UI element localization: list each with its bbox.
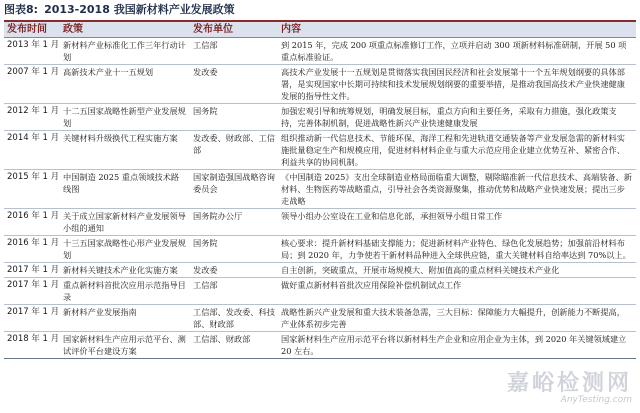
caption-title: 2013-2018 我国新材料产业发展政策 xyxy=(44,3,235,16)
table-row xyxy=(4,170,636,209)
cell-date: 2017 年 1 月 xyxy=(4,263,60,278)
header-issuer: 发布单位 xyxy=(190,22,278,38)
cell-policy: 关键材料升级换代工程实施方案 xyxy=(60,131,190,170)
cell-policy: 高新技术产业十一五规划 xyxy=(60,65,190,104)
cell-content: 自主创新，突破重点，开展市场规模大、附加值高的重点材料关键技术产业化 xyxy=(278,263,636,278)
cell-policy: 关于成立国家新材料产业发展领导小组的通知 xyxy=(60,209,190,236)
cell-policy: 新材料产业发展指南 xyxy=(60,305,190,332)
cell-issuer: 国家制造强国战略咨询委员会 xyxy=(190,170,278,209)
cell-content: 国家新材料生产应用示范平台将以新材料生产企业和应用企业为主体，到 2020 年关键领域建立 20 左右。 xyxy=(278,332,636,359)
cell-content: 高技术产业发展十一五规划是贯彻落实我国国民经济和社会发展第十一个五年规划纲要的具体部署，是实现国家中长期可持续和技术发展规划纲要的重要举措，是推动我国高技术产业快速健康发展的指导性文件。 xyxy=(278,65,636,104)
table-row xyxy=(4,332,636,359)
cell-content: 核心要求：提升新材料基础支撑能力；促进新材料产业特色、绿色化发展趋势；加强前沿材料布局；到 2020 年，力争使若干新材料品种进入全球供应链，重大关键材料自给率达到 70%以上。 xyxy=(278,236,636,263)
caption-label: 图表8: xyxy=(4,3,39,16)
cell-date: 2017 年 1 月 xyxy=(4,305,60,332)
cell-date: 2016 年 1 月 xyxy=(4,236,60,263)
cell-date: 2017 年 1 月 xyxy=(4,278,60,305)
cell-content: 加强宏观引导和统筹规划，明确发展目标，重点方向和主要任务，采取有力措施，强化政策支持，完善体制机制，促进战略性新兴产业快速健康发展 xyxy=(278,104,636,131)
cell-content: 领导小组办公室设在工业和信息化部，承担领导小组日常工作 xyxy=(278,209,636,236)
cell-policy: 新材料关键技术产业化实施方案 xyxy=(60,263,190,278)
cell-policy: 国家新材料生产应用示范平台、测试评价平台建设方案 xyxy=(60,332,190,359)
cell-date: 2015 年 1 月 xyxy=(4,170,60,209)
cell-content: 做好重点新材料首批次应用保险补偿机制试点工作 xyxy=(278,278,636,305)
table-row xyxy=(4,104,636,131)
cell-issuer: 国务院办公厅 xyxy=(190,209,278,236)
cell-issuer: 发改委 xyxy=(190,65,278,104)
cell-issuer: 工信部 xyxy=(190,278,278,305)
cell-issuer: 工信部 xyxy=(190,38,278,65)
table-row xyxy=(4,263,636,278)
table-header-row xyxy=(4,22,636,38)
watermark-main: 嘉峪检测网 xyxy=(506,371,632,396)
cell-date: 2016 年 1 月 xyxy=(4,209,60,236)
cell-issuer: 国务院 xyxy=(190,236,278,263)
table-row xyxy=(4,305,636,332)
cell-policy: 重点新材料首批次应用示范指导目录 xyxy=(60,278,190,305)
table-row xyxy=(4,38,636,65)
watermark-sub: AnyTesting.com xyxy=(560,395,632,405)
cell-policy: 十二五国家战略性新型产业发展规划 xyxy=(60,104,190,131)
table-row xyxy=(4,236,636,263)
cell-issuer: 工信部、发改委、科技部、财政部 xyxy=(190,305,278,332)
watermark xyxy=(507,366,632,405)
cell-policy: 新材料产业标准化工作三年行动计划 xyxy=(60,38,190,65)
cell-content: 组织推动新一代信息技术、节能环保、海洋工程和先进轨道交通装备等产业发展急需的新材料实施批量稳定生产和规模应用，促进材料材料企业与重大示范应用企业建立优势互补、紧密合作、利益共享的协同机制。 xyxy=(278,131,636,170)
cell-issuer: 工信部、财政部 xyxy=(190,332,278,359)
cell-policy: 十三五国家战略性心形产业发展规划 xyxy=(60,236,190,263)
cell-policy: 中国制造 2025 重点领域技术路线图 xyxy=(60,170,190,209)
header-policy: 政策 xyxy=(60,22,190,38)
cell-issuer: 发改委、财政部、工信部 xyxy=(190,131,278,170)
cell-date: 2013 年 1 月 xyxy=(4,38,60,65)
cell-content: 到 2015 年，完成 200 项重点标准修订工作，立项并启动 300 项新材料标准研制，开展 50 项重点标准验证。 xyxy=(278,38,636,65)
table-caption xyxy=(4,0,235,20)
cell-date: 2014 年 1 月 xyxy=(4,131,60,170)
table-row xyxy=(4,278,636,305)
cell-date: 2018 年 1 月 xyxy=(4,332,60,359)
cell-date: 2012 年 1 月 xyxy=(4,104,60,131)
table-row xyxy=(4,65,636,104)
header-content: 内容 xyxy=(278,22,636,38)
cell-content: 战略性新兴产业发展和重大技术装备急需，三大目标：保障能力大幅提升，创新能力不断提高，产业体系初步完善 xyxy=(278,305,636,332)
cell-date: 2007 年 1 月 xyxy=(4,65,60,104)
cell-issuer: 国务院 xyxy=(190,104,278,131)
table-body xyxy=(4,38,636,359)
cell-content: 《中国制造 2025》支出全球制造业格局面临重大调整，剔除瞄准新一代信息技术、高端装备、新材料、生物医药等战略重点，引导社会各类资源聚集，推动优势和战略产业快速发展；提出三步走战略 xyxy=(278,170,636,209)
policy-table xyxy=(4,22,636,359)
header-date: 发布时间 xyxy=(4,22,60,38)
table-row xyxy=(4,131,636,170)
table-row xyxy=(4,209,636,236)
cell-issuer: 发改委 xyxy=(190,263,278,278)
